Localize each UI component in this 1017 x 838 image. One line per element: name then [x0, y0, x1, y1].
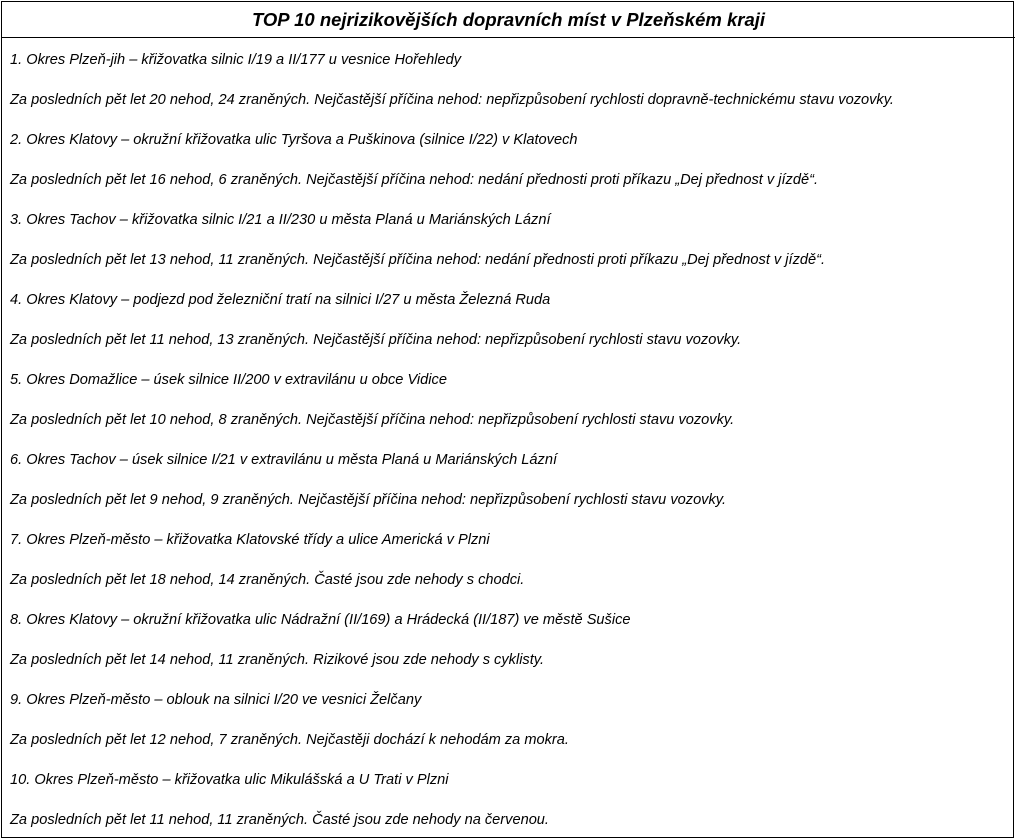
entry-detail: Za posledních pět let 16 nehod, 6 zraněných. Nejčastější příčina nehod: nedání přednosti proti příkazu „Dej přednost v jízdě“.: [10, 172, 818, 188]
entry-heading: 9. Okres Plzeň-město – oblouk na silnici I/20 ve vesnici Želčany: [10, 692, 422, 708]
entry-heading: 5. Okres Domažlice – úsek silnice II/200 v extravilánu u obce Vidice: [10, 372, 447, 388]
entry-heading: 7. Okres Plzeň-město – křižovatka Klatovské třídy a ulice Americká v Plzni: [10, 532, 490, 548]
entry-heading: 6. Okres Tachov – úsek silnice I/21 v extravilánu u města Planá u Mariánských Lázní: [10, 452, 557, 468]
entry-heading: 1. Okres Plzeň-jih – křižovatka silnic I/19 a II/177 u vesnice Hořehledy: [10, 52, 461, 68]
entry-detail: Za posledních pět let 20 nehod, 24 zraněných. Nejčastější příčina nehod: nepřizpůsobení rychlosti dopravně-technickému stavu vozovky.: [10, 92, 894, 108]
entry-heading: 3. Okres Tachov – křižovatka silnic I/21 a II/230 u města Planá u Mariánských Lázní: [10, 212, 551, 228]
entry-heading: 8. Okres Klatovy – okružní křižovatka ulic Nádražní (II/169) a Hrádecká (II/187) ve městě Sušice: [10, 612, 631, 628]
entry-detail: Za posledních pět let 18 nehod, 14 zraněných. Časté jsou zde nehody s chodci.: [10, 572, 525, 588]
page-title: TOP 10 nejrizikovějších dopravních míst v Plzeňském kraji: [251, 8, 766, 30]
entry-detail: Za posledních pět let 10 nehod, 8 zraněných. Nejčastější příčina nehod: nepřizpůsobení rychlosti stavu vozovky.: [10, 412, 735, 428]
entry-detail: Za posledních pět let 11 nehod, 11 zraněných. Časté jsou zde nehody na červenou.: [10, 812, 549, 828]
entry-detail: Za posledních pět let 12 nehod, 7 zraněných. Nejčastěji dochází k nehodám za mokra.: [10, 732, 569, 748]
entry-heading: 2. Okres Klatovy – okružní křižovatka ulic Tyršova a Puškinova (silnice I/22) v Klatovech: [10, 132, 578, 148]
entry-detail: Za posledních pět let 14 nehod, 11 zraněných. Rizikové jsou zde nehody s cyklisty.: [10, 652, 545, 668]
title-row: [2, 2, 1015, 38]
entry-detail: Za posledních pět let 9 nehod, 9 zraněných. Nejčastější příčina nehod: nepřizpůsobení rychlosti stavu vozovky.: [10, 492, 727, 508]
entry-detail: Za posledních pět let 13 nehod, 11 zraněných. Nejčastější příčina nehod: nedání přednosti proti příkazu „Dej přednost v jízdě“.: [10, 252, 826, 268]
entry-heading: 10. Okres Plzeň-město – křižovatka ulic Mikulášská a U Trati v Plzni: [10, 772, 449, 788]
entry-heading: 4. Okres Klatovy – podjezd pod železniční tratí na silnici I/27 u města Železná Ruda: [10, 292, 551, 308]
entry-detail: Za posledních pět let 11 nehod, 13 zraněných. Nejčastější příčina nehod: nepřizpůsobení rychlosti stavu vozovky.: [10, 332, 742, 348]
